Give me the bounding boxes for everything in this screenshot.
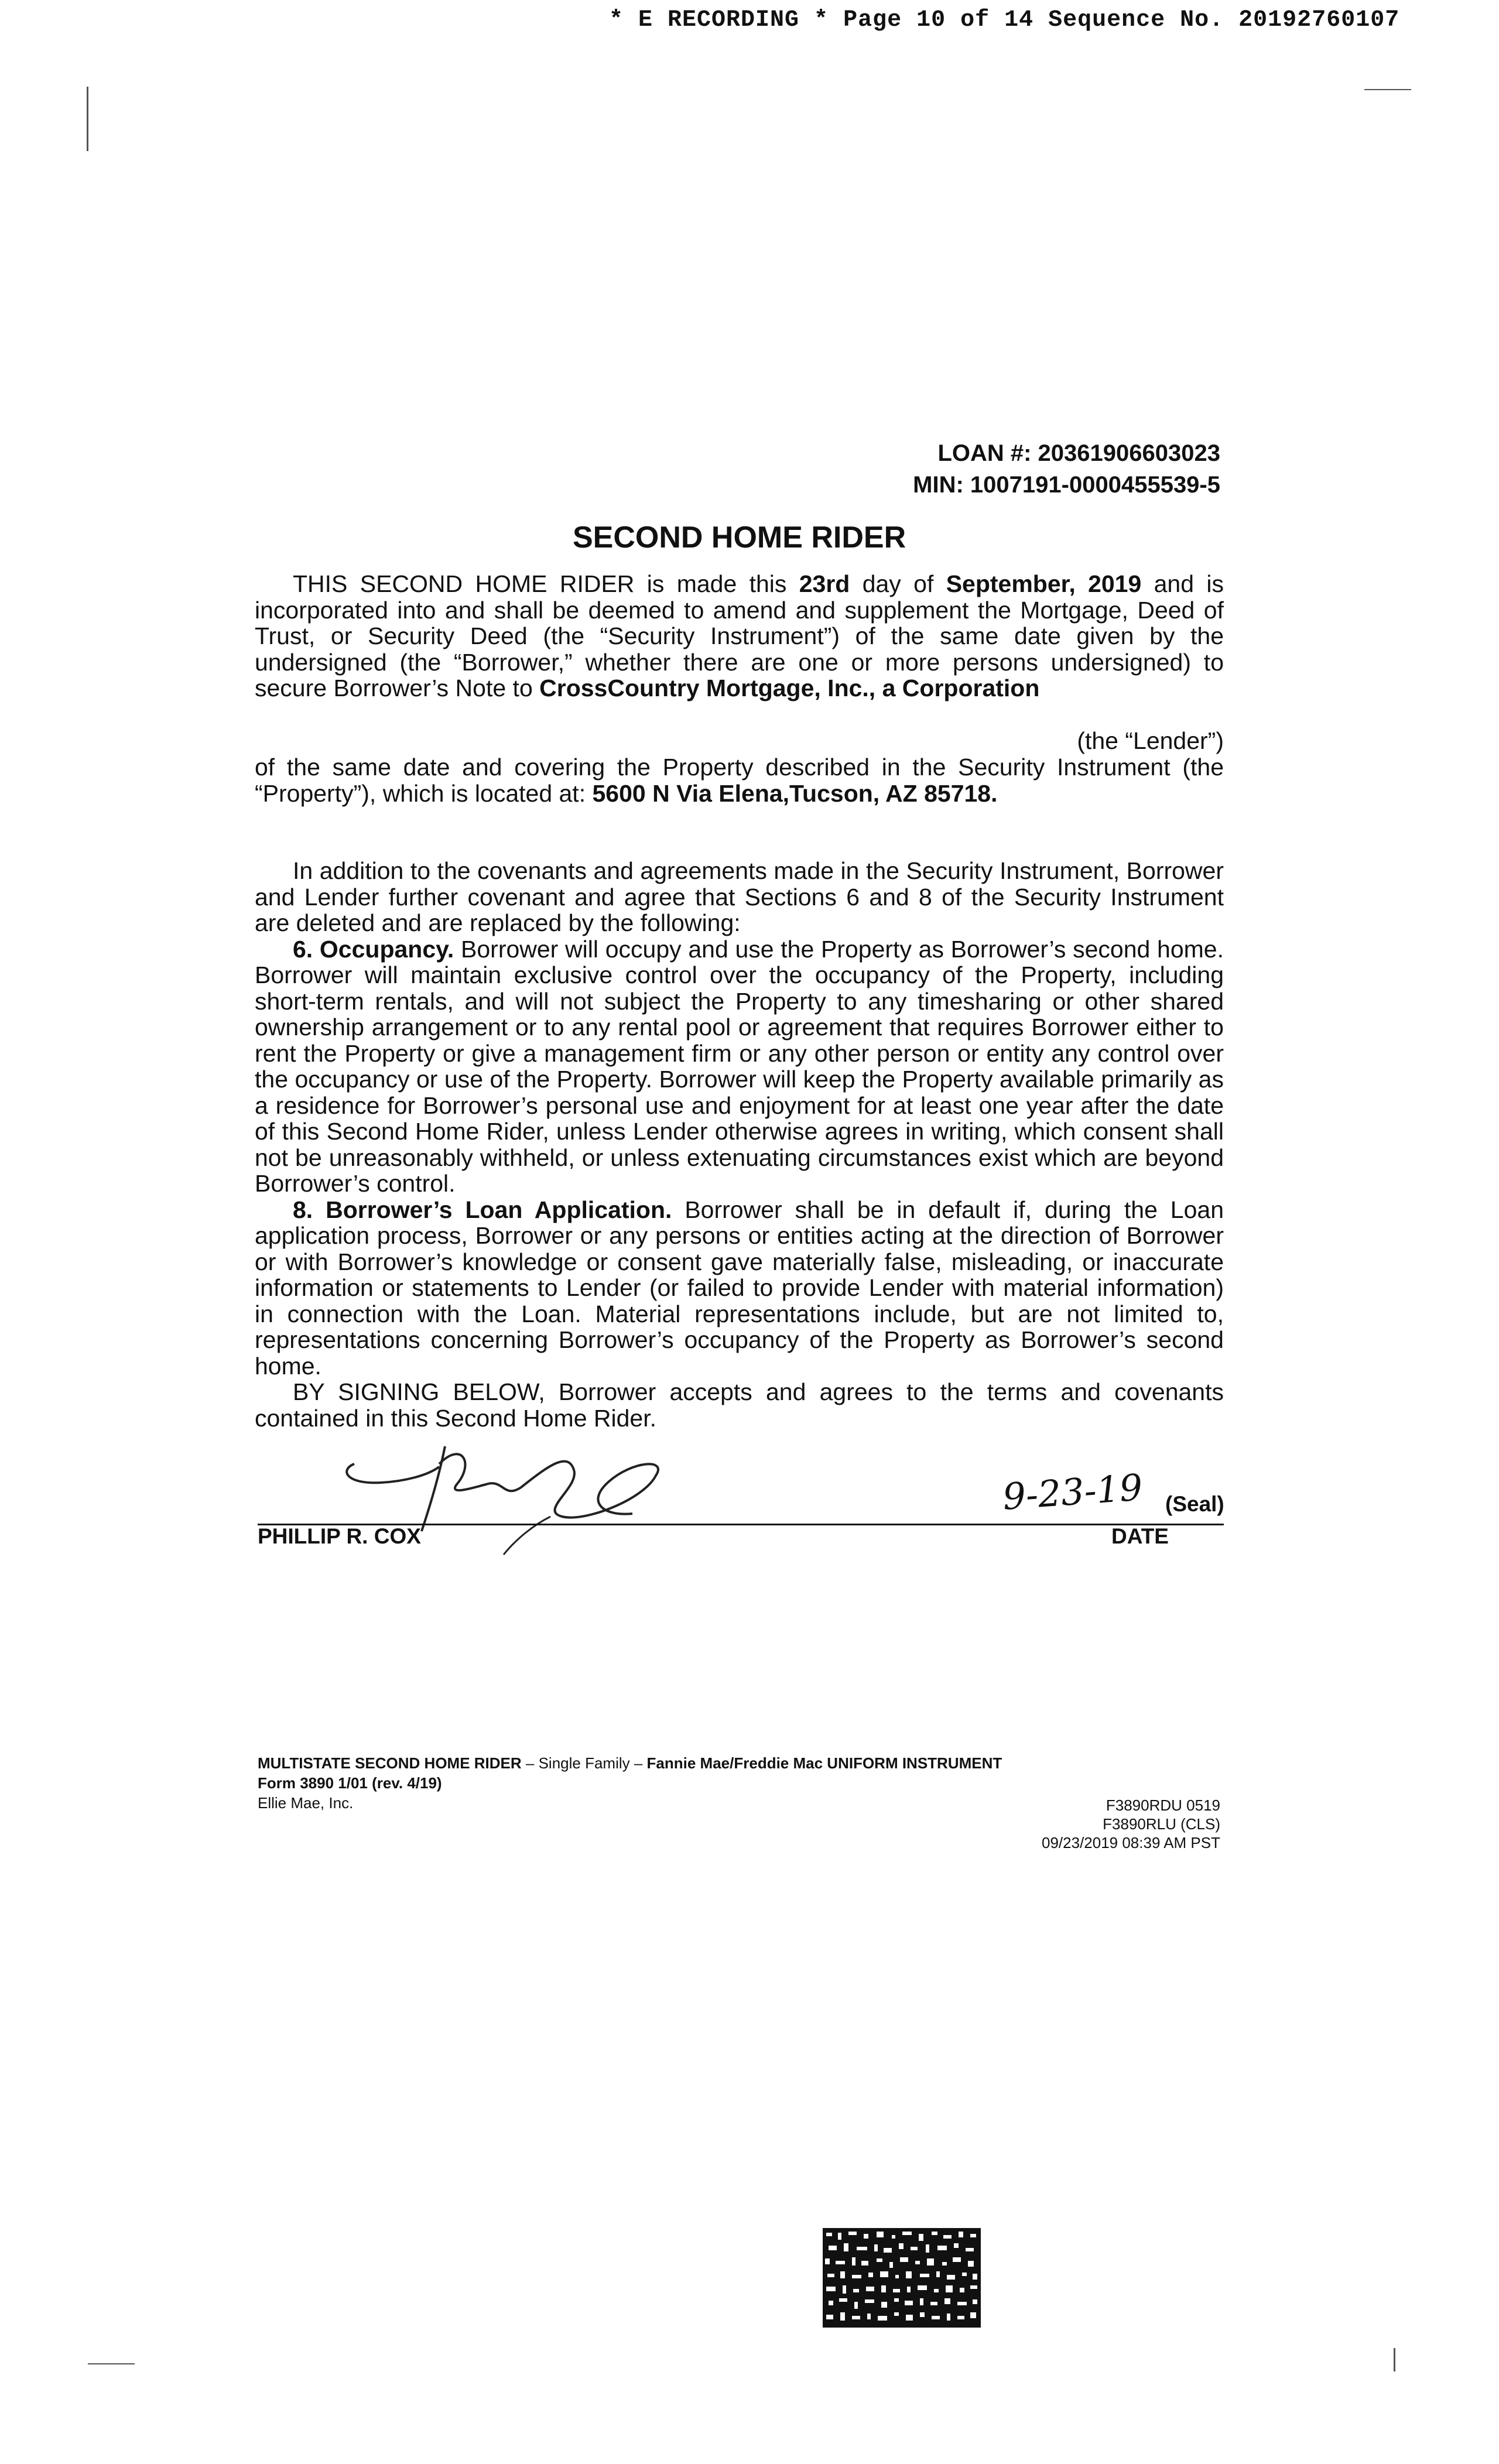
section-8-loan-application: [255, 1197, 1224, 1380]
lender-label: (the “Lender”): [1077, 727, 1224, 754]
covenants-section: [255, 858, 1224, 1431]
signature-date-handwritten: 9-23-19: [1001, 1466, 1144, 1518]
form-code-1: F3890RDU 0519: [1106, 1796, 1220, 1814]
document-title: SECOND HOME RIDER: [573, 521, 906, 555]
section-8-heading: 8. Borrower’s Loan Application.: [293, 1196, 672, 1223]
document-barcode: [823, 2228, 981, 2328]
intro-text: day of: [850, 570, 946, 597]
intro-text: THIS SECOND HOME RIDER is made this: [293, 570, 799, 597]
rider-month-year: September, 2019: [946, 570, 1142, 597]
form-title-part: – Single Family –: [521, 1754, 647, 1772]
property-address: 5600 N Via Elena,Tucson, AZ 85718.: [592, 779, 998, 807]
scan-artifact-line: [1364, 89, 1411, 90]
intro-paragraph: [255, 571, 1224, 701]
signing-statement: BY SIGNING BELOW, Borrower accepts and agrees to the terms and covenants contained in this Second Home Rider.: [255, 1378, 1224, 1432]
scan-artifact-line: [1394, 2348, 1395, 2371]
section-6-occupancy: [255, 936, 1224, 1197]
form-code-2: F3890RLU (CLS): [1103, 1815, 1220, 1833]
form-title-part: MULTISTATE SECOND HOME RIDER: [258, 1754, 522, 1772]
intro-text: and is incorporated into and shall be deemed to amend and supplement the Mortgage, Deed of Trust, or Security Deed (the “Security Instrument”) of the same date given by the undersigned (the “Borrower,” whether there are one or more persons undersigned) to secure Borrower’s Note to: [255, 570, 1224, 701]
form-timestamp: 09/23/2019 08:39 AM PST: [1042, 1834, 1220, 1852]
date-label: DATE: [1111, 1524, 1169, 1548]
form-title-part: Fannie Mae/Freddie Mac UNIFORM INSTRUMENT: [646, 1754, 1002, 1772]
rider-day: 23rd: [799, 570, 850, 597]
section-8-text: Borrower shall be in default if, during the Loan application process, Borrower or any persons or entities acting at the direction of Borrower or with Borrower’s knowledge or consent gave materially false, misleading, or inaccurate information or statements to Lender (or failed to provide Lender with material information) in connection with the Loan. Material representations include, but are not limited to, representations concerning Borrower’s occupancy of the Property as Borrower’s second home.: [255, 1196, 1224, 1380]
form-title: [258, 1754, 1002, 1772]
scan-artifact-line: [87, 87, 88, 151]
recording-header: * E RECORDING * Page 10 of 14 Sequence No. 20192760107: [609, 7, 1400, 33]
form-vendor: Ellie Mae, Inc.: [258, 1794, 354, 1812]
scan-artifact-line: [88, 2363, 135, 2364]
section-6-heading: 6. Occupancy.: [293, 935, 454, 963]
lender-name: CrossCountry Mortgage, Inc., a Corporation: [539, 675, 1040, 701]
property-text: of the same date and covering the Property described in the Security Instrument (the “Property”), which is located at:: [255, 754, 1224, 807]
min-number: MIN: 1007191-0000455539-5: [913, 472, 1220, 498]
section-6-text: Borrower will occupy and use the Property as Borrower’s second home. Borrower will maintain exclusive control over the occupancy of the Property, including short-term rentals, and will not subject the Property to any timesharing or other shared ownership arrangement or to any rental pool or agreement that requires Borrower either to rent the Property or give a management firm or any other person or entity any control over the occupancy or use of the Property. Borrower will keep the Property available primarily as a residence for Borrower’s personal use and enjoyment for at least one year after the date of this Second Home Rider, unless Lender otherwise agrees in writing, which consent shall not be unreasonably withheld, or unless extenuating circumstances exist which are beyond Borrower’s control.: [255, 935, 1224, 1197]
covenants-intro: In addition to the covenants and agreements made in the Security Instrument, Borrower and Lender further covenant and agree that Sections 6 and 8 of the Security Instrument are deleted and are replaced by the following:: [255, 857, 1224, 936]
form-number: Form 3890 1/01 (rev. 4/19): [258, 1774, 442, 1792]
borrower-name: PHILLIP R. COX: [258, 1524, 421, 1548]
seal-label: (Seal): [1165, 1492, 1224, 1516]
loan-number: LOAN #: 20361906603023: [937, 440, 1220, 466]
property-paragraph: [255, 754, 1224, 806]
